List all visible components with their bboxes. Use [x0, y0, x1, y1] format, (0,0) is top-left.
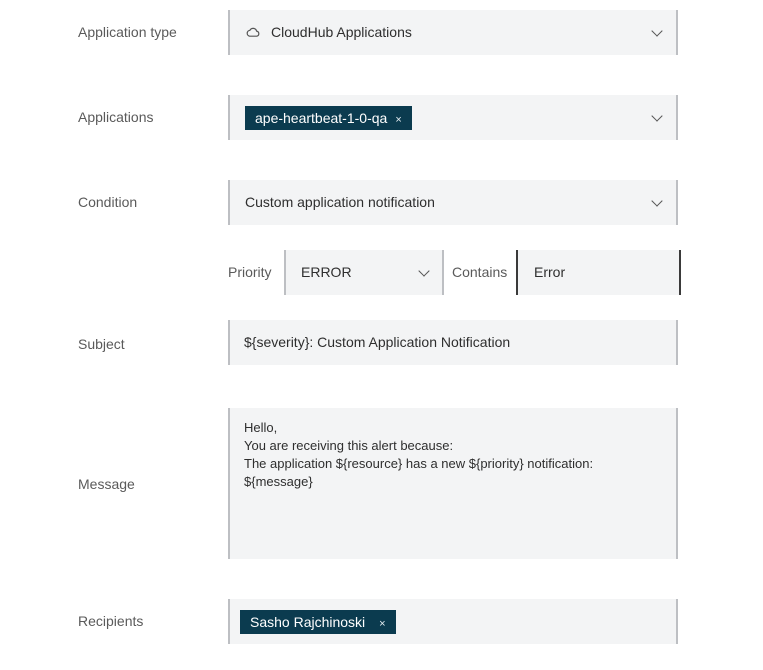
priority-value: ERROR: [301, 264, 352, 280]
recipient-chip[interactable]: [240, 610, 396, 634]
application-type-value: CloudHub Applications: [271, 24, 412, 40]
priority-label: Priority: [228, 264, 272, 280]
contains-input[interactable]: [516, 250, 681, 295]
chip-remove-icon[interactable]: ×: [395, 114, 402, 126]
recipients-label: Recipients: [78, 613, 144, 629]
subject-input[interactable]: [228, 320, 678, 365]
message-line: Hello,: [244, 420, 278, 435]
message-line: The application ${resource} has a new ${priority} notification:: [244, 456, 594, 471]
recipient-chip-label: Sasho Rajchinoski: [250, 614, 366, 630]
message-textarea[interactable]: [228, 408, 678, 559]
subject-value: ${severity}: Custom Application Notification: [244, 334, 511, 350]
priority-select[interactable]: [284, 250, 444, 295]
condition-label: Condition: [78, 194, 138, 210]
chevron-down-icon[interactable]: [651, 195, 662, 206]
application-type-select[interactable]: [228, 10, 678, 55]
chip-remove-icon[interactable]: ×: [379, 618, 386, 630]
applications-select[interactable]: [228, 95, 678, 140]
message-label: Message: [78, 476, 135, 492]
chevron-down-icon[interactable]: [651, 25, 662, 36]
contains-value: Error: [534, 264, 566, 280]
message-line: You are receiving this alert because:: [244, 438, 454, 453]
chevron-down-icon[interactable]: [651, 110, 662, 121]
condition-value: Custom application notification: [245, 194, 435, 210]
condition-select[interactable]: [228, 180, 678, 225]
applications-label: Applications: [78, 109, 154, 125]
recipients-input[interactable]: [228, 599, 678, 644]
application-chip[interactable]: [245, 106, 412, 130]
application-chip-label: ape-heartbeat-1-0-qa: [255, 110, 388, 126]
application-type-label: Application type: [78, 24, 177, 40]
cloud-icon: [246, 27, 260, 37]
contains-label: Contains: [452, 264, 508, 280]
chevron-down-icon[interactable]: [418, 265, 429, 276]
message-line: ${message}: [244, 474, 313, 489]
subject-label: Subject: [78, 336, 125, 352]
